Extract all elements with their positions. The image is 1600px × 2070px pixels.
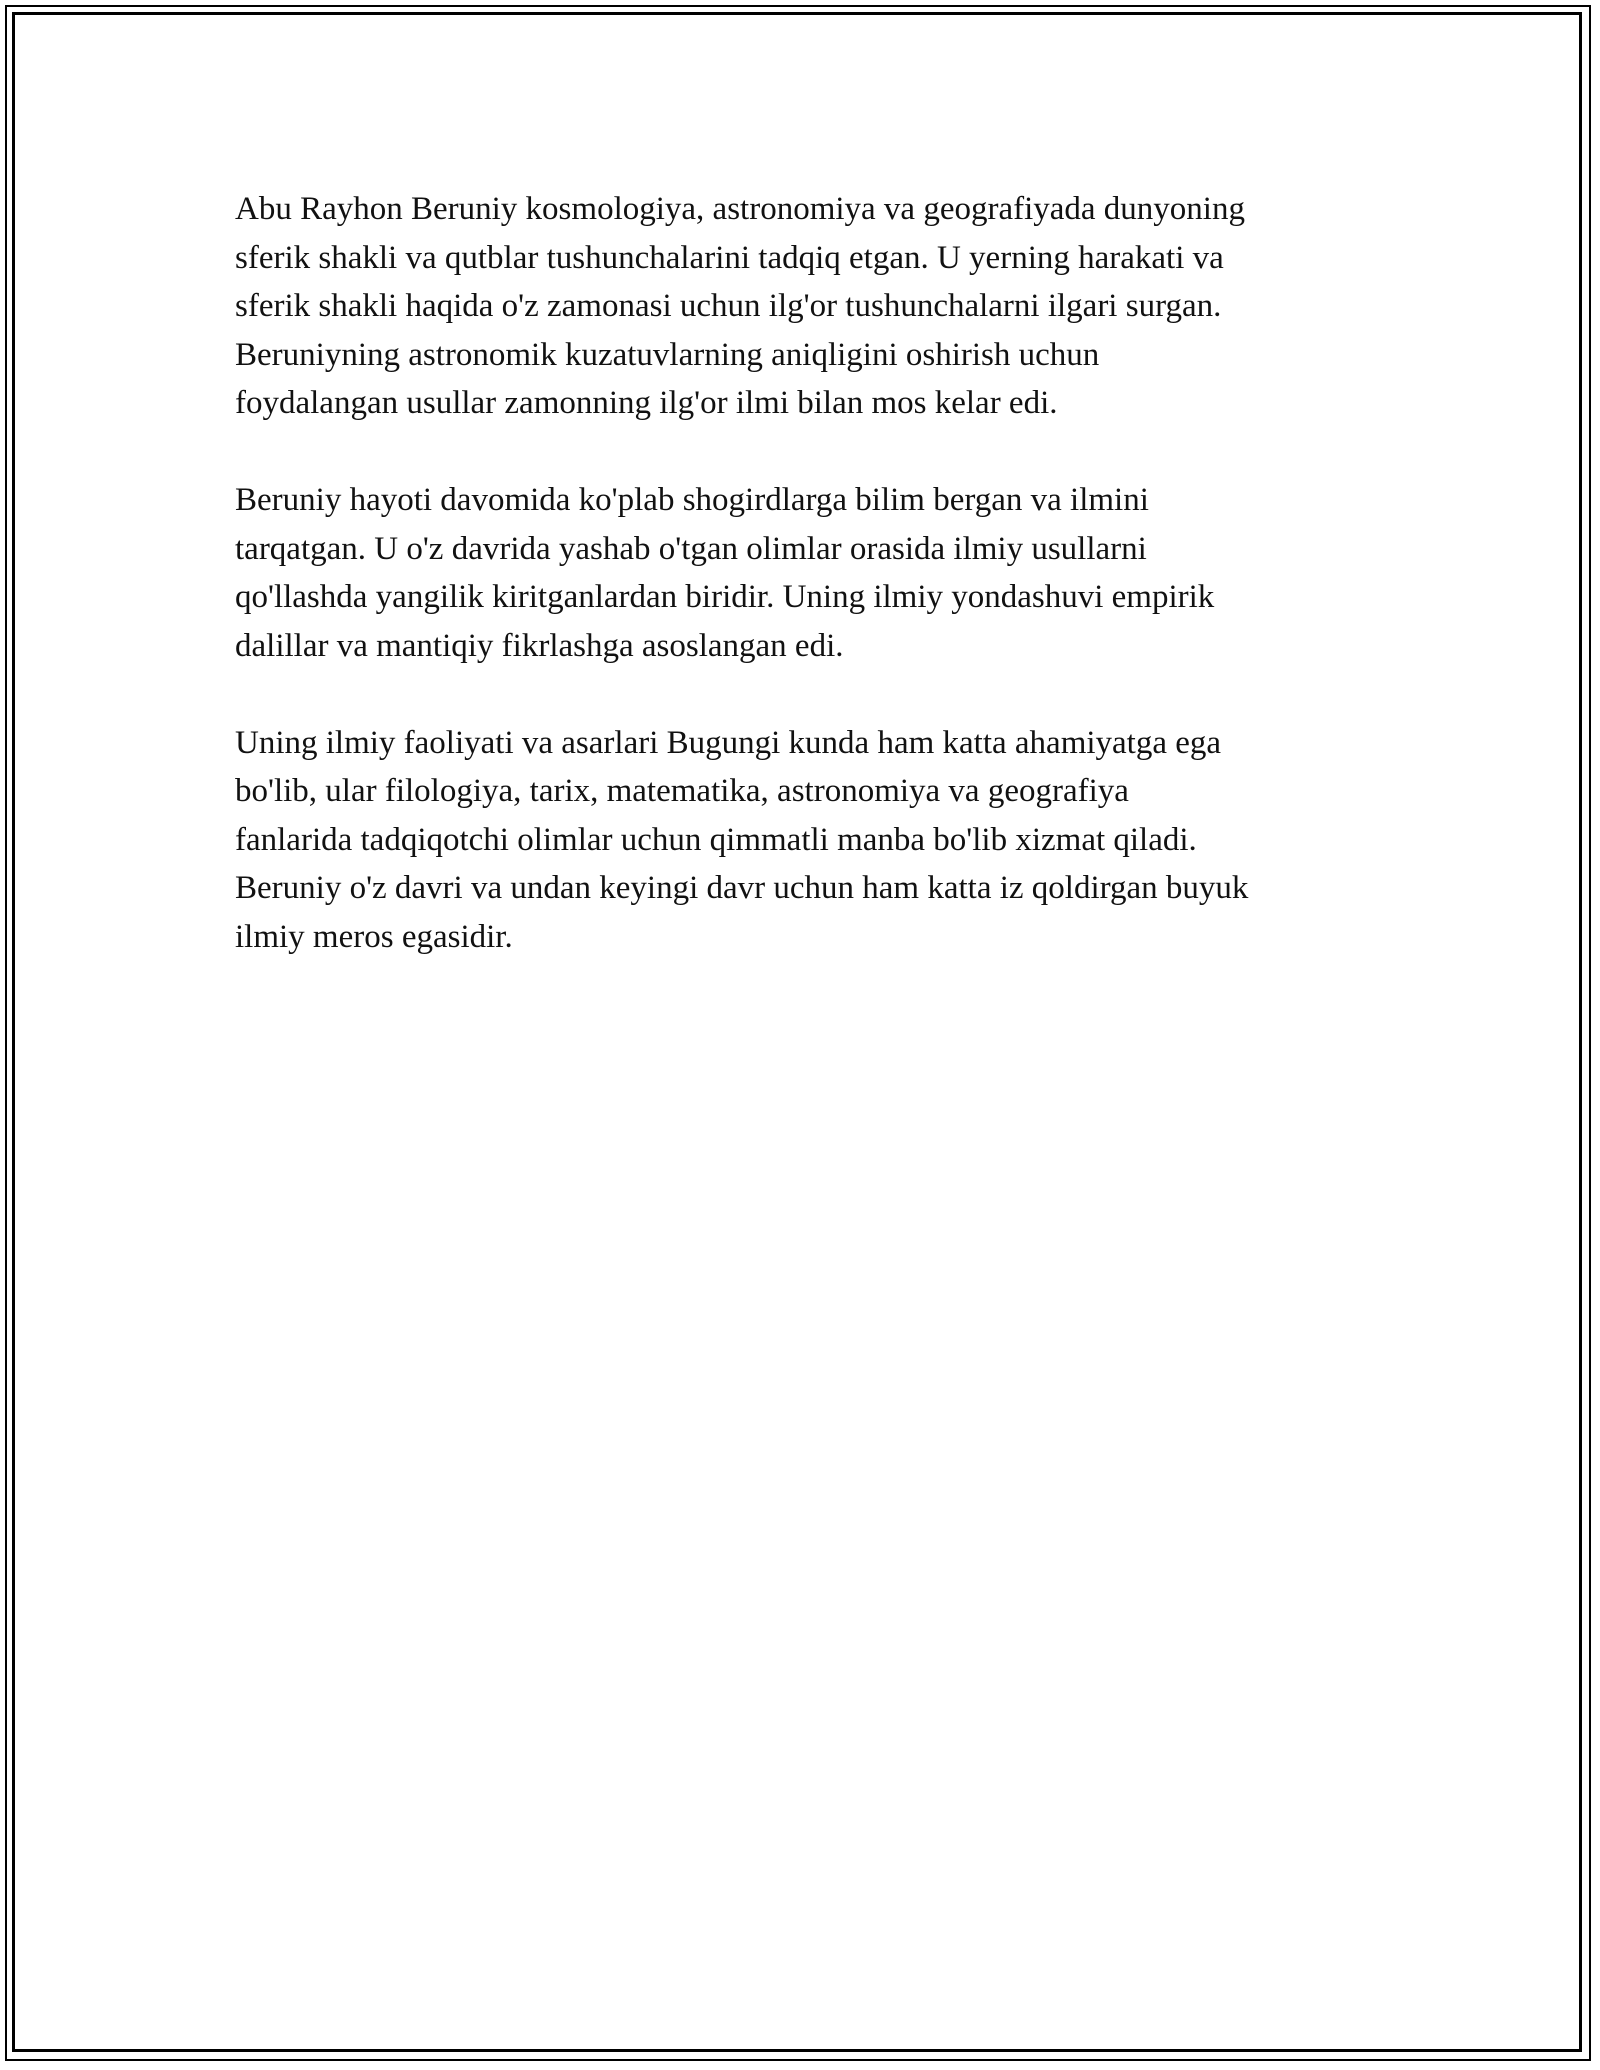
paragraph-2: Beruniy hayoti davomida ko'plab shogirdlarga bilim bergan va ilmini tarqatgan. U o'z davrida yashab o'tgan olimlar orasida ilmiy usullarni qo'llashda yangilik kiritganlardan biridir. Uning ilmiy yondashuvi empirik dalillar va mantiqiy fikrlashga asoslangan edi. [235,482,1215,664]
paragraph-3: Uning ilmiy faoliyati va asarlari Bugungi kunda ham katta ahamiyatga ega bo'lib, ular filologiya, tarix, matematika, astronomiya va geografiya fanlarida tadqiqotchi olimlar uchun qimmatli manba bo'lib xizmat qiladi. Beruniy o'z davri va undan keyingi davr uchun ham katta iz qoldirgan buyuk ilmiy meros egasidir. [235,724,1249,955]
paragraph-1: Abu Rayhon Beruniy kosmologiya, astronomiya va geografiyada dunyoning sferik shakli va qutblar tushunchalarini tadqiq etgan. U yerning harakati va sferik shakli haqida o'z zamonasi uchun ilg'or tushunchalarni ilgari surgan. Beruniyning astronomik kuzatuvlarning aniqligini oshirish uchun foydalangan usullar zamonning ilg'or ilmi bilan mos kelar edi. [235,191,1245,421]
document-body [235,185,1375,1010]
